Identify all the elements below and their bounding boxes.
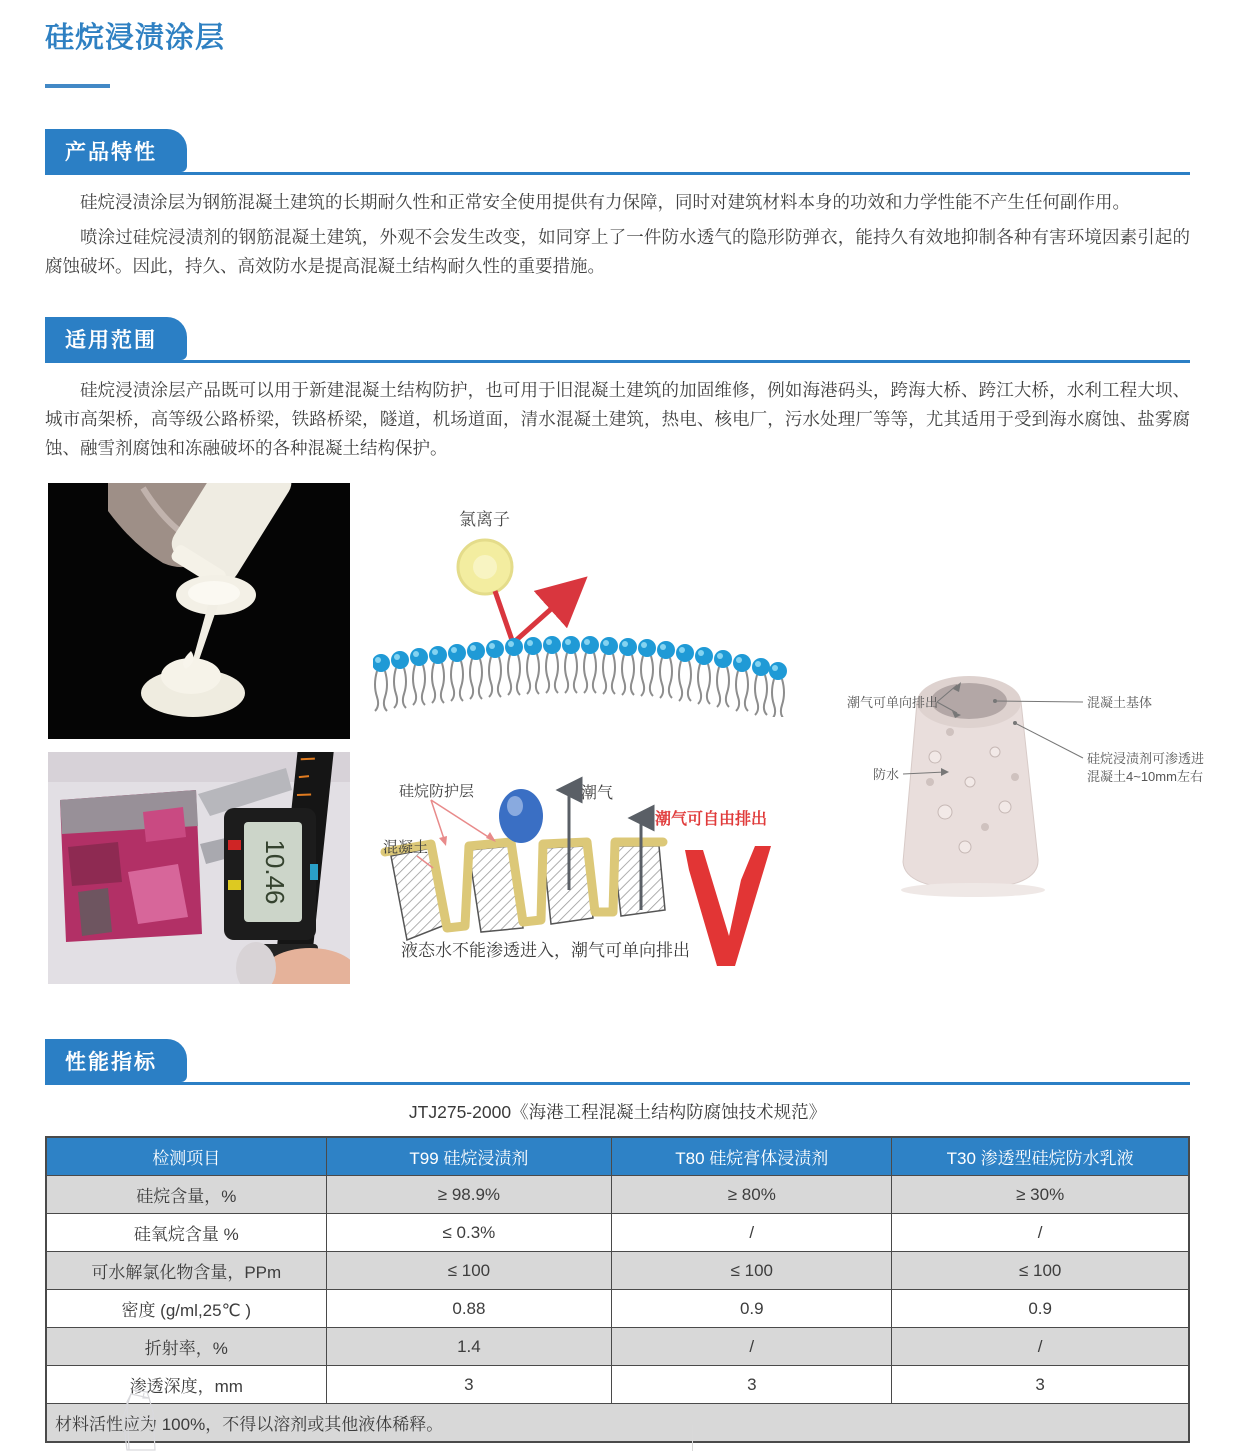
water-droplet-icon bbox=[499, 789, 543, 843]
cell: 0.9 bbox=[612, 1290, 892, 1328]
table-row bbox=[46, 1176, 1189, 1214]
cell: 硅氧烷含量 % bbox=[46, 1214, 326, 1252]
matrix-label: 混凝土基体 bbox=[1087, 695, 1153, 710]
waterproof-label: 防水 bbox=[873, 767, 900, 782]
standard-caption: JTJ275-2000《海港工程混凝土结构防腐蚀技术规范》 bbox=[408, 1102, 827, 1122]
cell: / bbox=[612, 1214, 892, 1252]
table-footnote-row bbox=[46, 1404, 1189, 1443]
image-gallery bbox=[0, 475, 1235, 1025]
caliper-blue-button bbox=[310, 864, 318, 880]
cell: 密度 (g/ml,25℃ ) bbox=[46, 1290, 326, 1328]
moisture-label: 潮气 bbox=[581, 785, 614, 802]
cell: 折射率，% bbox=[46, 1328, 326, 1366]
table-row bbox=[46, 1328, 1189, 1366]
cell: 3 bbox=[612, 1366, 892, 1404]
scope-paragraph: 硅烷浸渍涂层产品既可以用于新建混凝土结构防护，也可用于旧混凝土建筑的加固维修，例如海港码头，跨海大桥、跨江大桥，水利工程大坝、城市高架桥，高等级公路桥梁，铁路桥梁，隧道，机场道面，清水混凝土建筑，热电、核电厂，污水处理厂等等，尤其适用于受到海水腐蚀、盐雾腐蚀、融雪剂腐蚀和冻融破坏的各种混凝土结构保护。 bbox=[45, 380, 1190, 458]
pore-diagram bbox=[373, 760, 790, 982]
cell: / bbox=[612, 1328, 892, 1366]
product-pour-photo bbox=[48, 483, 350, 739]
cell: / bbox=[892, 1214, 1189, 1252]
cell: 可水解氯化物含量，PPm bbox=[46, 1252, 326, 1290]
cylinder-diagram bbox=[845, 657, 1213, 897]
pore-caption: 液态水不能渗透进入，潮气可单向排出 bbox=[401, 941, 690, 960]
performance-heading: 性能指标 bbox=[45, 1039, 187, 1082]
features-paragraph-1: 硅烷浸渍涂层为钢筋混凝土建筑的长期耐久性和正常安全使用提供有力保障，同时对建筑材料本身的功效和力学性能不产生任何副作用。 bbox=[80, 192, 1130, 212]
col-header-t80: T80 硅烷膏体浸渍剂 bbox=[612, 1137, 892, 1176]
scope-heading: 适用范围 bbox=[45, 317, 187, 360]
section-header-features bbox=[45, 129, 1190, 175]
cell: 0.88 bbox=[326, 1290, 612, 1328]
col-header-t30: T30 渗透型硅烷防水乳液 bbox=[892, 1137, 1189, 1176]
performance-table bbox=[45, 1136, 1190, 1443]
table-footnote: 材料活性应为 100%，不得以溶剂或其他液体稀释。 bbox=[46, 1404, 1189, 1443]
caliper-yellow-button bbox=[228, 880, 241, 890]
caliper-display-value: 10.46 bbox=[260, 839, 291, 905]
col-header-t99: T99 硅烷浸渍剂 bbox=[326, 1137, 612, 1176]
penetration-label-2: 混凝土4~10mm左右 bbox=[1087, 769, 1203, 784]
cell: 1.4 bbox=[326, 1328, 612, 1366]
cell: ≥ 30% bbox=[892, 1176, 1189, 1214]
cell: 硅烷含量，% bbox=[46, 1176, 326, 1214]
cell: ≤ 100 bbox=[326, 1252, 612, 1290]
cell: 3 bbox=[892, 1366, 1189, 1404]
page-title: 硅烷浸渍涂层 bbox=[45, 22, 226, 54]
table-row bbox=[46, 1366, 1189, 1404]
chloride-label: 氯离子 bbox=[459, 510, 510, 529]
caliper-red-button bbox=[228, 840, 241, 850]
col-header-item: 检测项目 bbox=[46, 1137, 326, 1176]
cell: 3 bbox=[326, 1366, 612, 1404]
cell: ≥ 98.9% bbox=[326, 1176, 612, 1214]
bottle-outline-watermark bbox=[103, 1388, 163, 1451]
table-row bbox=[46, 1252, 1189, 1290]
cell: ≤ 100 bbox=[892, 1252, 1189, 1290]
cell: ≤ 0.3% bbox=[326, 1214, 612, 1252]
cell: / bbox=[892, 1328, 1189, 1366]
cell: ≤ 100 bbox=[612, 1252, 892, 1290]
table-row bbox=[46, 1214, 1189, 1252]
features-paragraph-2: 喷涂过硅烷浸渍剂的钢筋混凝土建筑，外观不会发生改变，如同穿上了一件防水透气的隐形防弹衣，能持久有效地抑制各种有害环境因素引起的腐蚀破坏。因此，持久、高效防水是提高混凝土结构耐久性的重要措施。 bbox=[45, 227, 1190, 276]
section-header-scope bbox=[45, 317, 1190, 363]
table-header-row bbox=[46, 1137, 1189, 1176]
cell: 渗透深度，mm bbox=[46, 1366, 326, 1404]
free-escape-label: 潮气可自由排出 bbox=[655, 811, 768, 828]
concrete-label: 混凝土 bbox=[383, 839, 429, 856]
caliper-photo bbox=[48, 752, 350, 984]
penetration-label-1: 硅烷浸渍剂可渗透进 bbox=[1087, 751, 1205, 766]
faint-divider-line bbox=[692, 1425, 693, 1451]
coating-label: 硅烷防护层 bbox=[399, 783, 475, 800]
vent-label: 潮气可单向排出 bbox=[847, 695, 939, 710]
table-row bbox=[46, 1290, 1189, 1328]
title-underline bbox=[45, 84, 110, 88]
cell: ≥ 80% bbox=[612, 1176, 892, 1214]
features-heading: 产品特性 bbox=[45, 129, 187, 172]
section-header-performance bbox=[45, 1039, 1190, 1085]
dyed-concrete-block bbox=[60, 790, 202, 942]
cell: 0.9 bbox=[892, 1290, 1189, 1328]
chloride-diagram bbox=[373, 485, 788, 717]
